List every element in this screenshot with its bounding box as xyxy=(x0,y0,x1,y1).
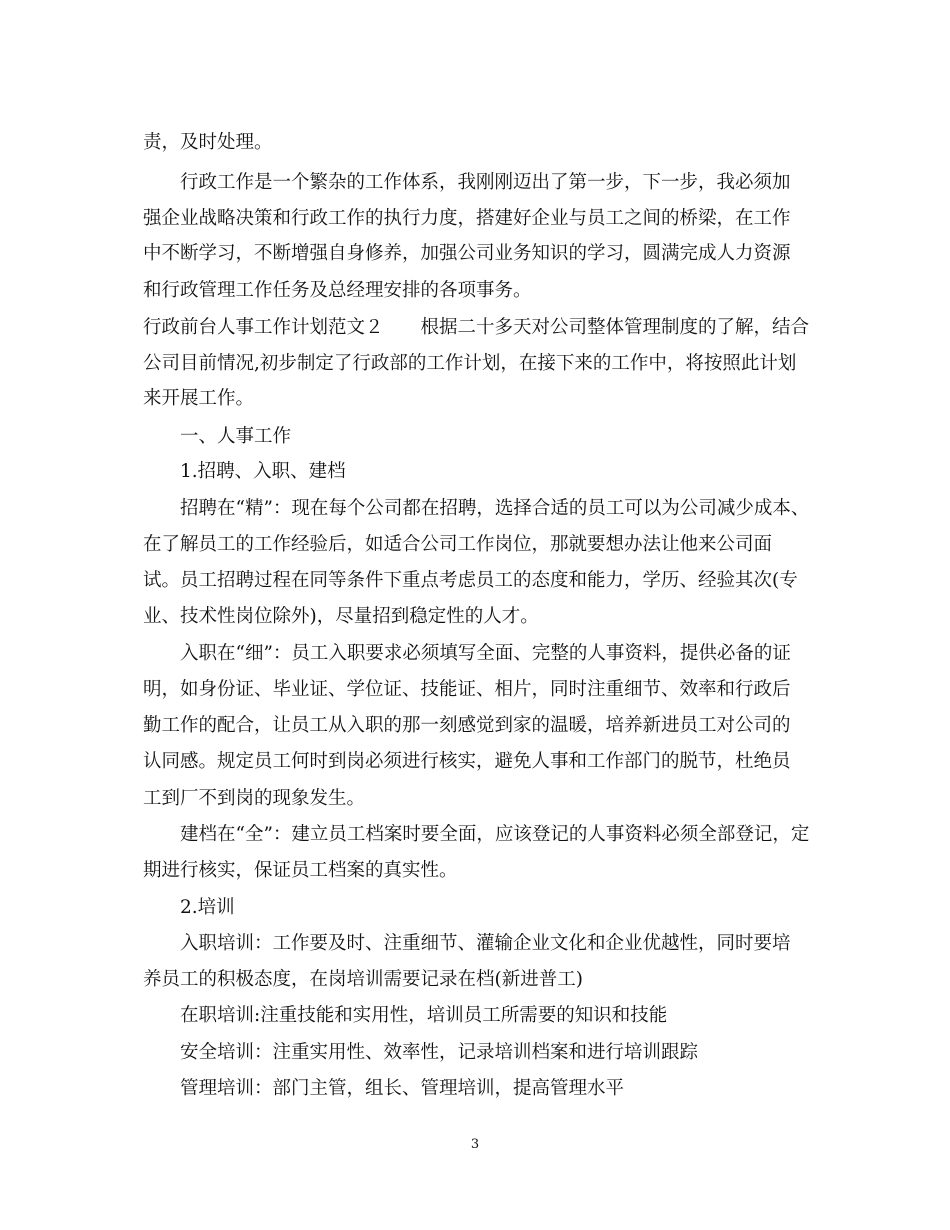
text-line: 强企业战略决策和行政工作的执行力度，搭建好企业与员工之间的桥梁，在工作 xyxy=(143,208,791,229)
subheading-recruitment: 1.招聘、入职、建档 xyxy=(180,461,346,482)
text-line: 行政工作是一个繁杂的工作体系，我刚刚迈出了第一步，下一步，我必须加 xyxy=(180,172,791,193)
text-line: 试。员工招聘过程在同等条件下重点考虑员工的态度和能力，学历、经验其次(专 xyxy=(143,570,798,591)
text-line: 入职培训：工作要及时、注重细节、灌输企业文化和企业优越性，同时要培 xyxy=(180,933,791,954)
section-title-line: 行政前台人事工作计划范文２ 根据二十多天对公司整体管理制度的了解，结合 xyxy=(143,317,810,338)
text-line: 来开展工作。 xyxy=(143,388,255,409)
text-line: 入职在“细”：员工入职要求必须填写全面、完整的人事资料，提供必备的证 xyxy=(180,643,791,664)
text-line: 在职培训:注重技能和实用性，培训员工所需要的知识和技能 xyxy=(180,1005,668,1026)
text-line: 招聘在“精”：现在每个公司都在招聘，选择合适的员工可以为公司减少成本、 xyxy=(180,498,810,519)
text-line: 认同感。规定员工何时到岗必须进行核实，避免人事和工作部门的脱节，杜绝员 xyxy=(143,751,791,772)
text-line: 和行政管理工作任务及总经理安排的各项事务。 xyxy=(143,280,532,301)
text-line: 责，及时处理。 xyxy=(143,132,273,153)
text-line: 明，如身份证、毕业证、学位证、技能证、相片，同时注重细节、效率和行政后 xyxy=(143,679,791,700)
text-line: 管理培训：部门主管，组长、管理培训，提高管理水平 xyxy=(180,1078,625,1099)
text-line: 安全培训：注重实用性、效率性，记录培训档案和进行培训跟踪 xyxy=(180,1042,699,1063)
text-line: 养员工的积极态度，在岗培训需要记录在档(新进普工) xyxy=(143,969,583,990)
text-line: 公司目前情况,初步制定了行政部的工作计划，在接下来的工作中，将按照此计划 xyxy=(143,353,797,374)
text-line: 中不断学习，不断增强自身修养，加强公司业务知识的学习，圆满完成人力资源 xyxy=(143,243,791,264)
page-number: 3 xyxy=(470,1137,480,1152)
heading-personnel-work: 一、人事工作 xyxy=(180,426,292,447)
text-line: 期进行核实，保证员工档案的真实性。 xyxy=(143,860,458,881)
text-line: 业、技术性岗位除外)，尽量招到稳定性的人才。 xyxy=(143,606,539,627)
text-line: 勤工作的配合，让员工从入职的那一刻感觉到家的温暖，培养新进员工对公司的 xyxy=(143,715,791,736)
subheading-training: 2.培训 xyxy=(180,897,235,918)
text-line: 工到厂不到岗的现象发生。 xyxy=(143,788,366,809)
text-line: 建档在“全”：建立员工档案时要全面，应该登记的人事资料必须全部登记，定 xyxy=(180,824,810,845)
text-line: 在了解员工的工作经验后，如适合公司工作岗位，那就要想办法让他来公司面 xyxy=(143,534,773,555)
